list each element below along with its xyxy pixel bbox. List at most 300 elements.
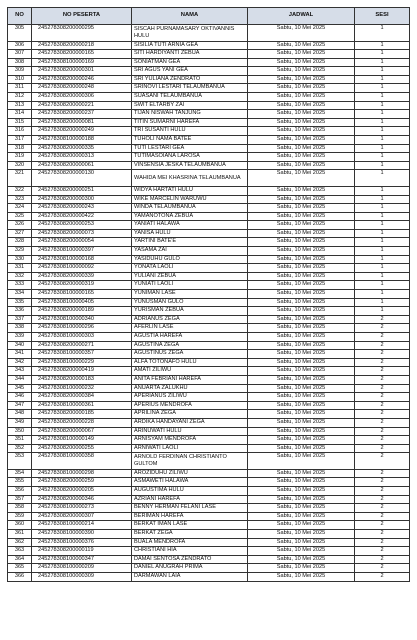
participant-name: AZRIANI HAREFA (132, 495, 248, 504)
table-row (8, 444, 410, 453)
row-number: 363 (8, 547, 32, 556)
schedule-date: Sabtu, 10 Mei 2025 (248, 221, 355, 230)
session-number: 2 (355, 341, 410, 350)
session-number: 1 (355, 93, 410, 102)
participant-name: YONATA LAOLI (132, 264, 248, 273)
table-row (8, 195, 410, 204)
row-number: 331 (8, 264, 32, 273)
row-number: 309 (8, 67, 32, 76)
row-number: 327 (8, 229, 32, 238)
table-row (8, 333, 410, 342)
schedule-date: Sabtu, 10 Mei 2025 (248, 453, 355, 470)
session-number: 1 (355, 238, 410, 247)
table-body (8, 25, 410, 582)
participant-number: 245278308200000221 (32, 101, 132, 110)
row-number: 339 (8, 333, 32, 342)
schedule-date: Sabtu, 10 Mei 2025 (248, 204, 355, 213)
session-number: 1 (355, 186, 410, 195)
session-number: 2 (355, 529, 410, 538)
participant-number: 245278308200000248 (32, 84, 132, 93)
participant-number: 245278308100000232 (32, 384, 132, 393)
participant-number: 245278308200000249 (32, 127, 132, 136)
participant-number: 245278308100000168 (32, 255, 132, 264)
participant-name: DANIEL ANUGRAH PRIMA (132, 564, 248, 573)
row-number: 332 (8, 272, 32, 281)
participant-name: ANUARTA ZALUKHU (132, 384, 248, 393)
table-row (8, 255, 410, 264)
schedule-date: Sabtu, 10 Mei 2025 (248, 512, 355, 521)
participant-name: YAMANOTONA ZEBUA (132, 212, 248, 221)
schedule-date: Sabtu, 10 Mei 2025 (248, 212, 355, 221)
schedule-date: Sabtu, 10 Mei 2025 (248, 341, 355, 350)
session-number: 1 (355, 136, 410, 145)
session-number: 2 (355, 418, 410, 427)
participant-name: TIJAN NISWAH TANJUNG (132, 110, 248, 119)
session-number: 1 (355, 212, 410, 221)
schedule-date: Sabtu, 10 Mei 2025 (248, 110, 355, 119)
schedule-date: Sabtu, 10 Mei 2025 (248, 375, 355, 384)
schedule-date: Sabtu, 10 Mei 2025 (248, 572, 355, 581)
participant-name: APERIUS MENDROFA (132, 401, 248, 410)
row-number: 310 (8, 75, 32, 84)
session-number: 2 (355, 547, 410, 556)
schedule-date: Sabtu, 10 Mei 2025 (248, 410, 355, 419)
session-number: 1 (355, 25, 410, 42)
row-number: 323 (8, 195, 32, 204)
row-number: 349 (8, 418, 32, 427)
table-row (8, 127, 410, 136)
participant-name: SRI YULIANA ZENDRATO (132, 75, 248, 84)
participant-number: 245278308200000183 (32, 375, 132, 384)
session-number: 2 (355, 367, 410, 376)
table-row (8, 393, 410, 402)
participant-name: TITIN SUMARNI HAREFA (132, 118, 248, 127)
table-row (8, 67, 410, 76)
table-row (8, 418, 410, 427)
row-number: 365 (8, 564, 32, 573)
session-number: 1 (355, 144, 410, 153)
table-row (8, 281, 410, 290)
schedule-date: Sabtu, 10 Mei 2025 (248, 418, 355, 427)
row-number: 341 (8, 350, 32, 359)
session-number: 1 (355, 67, 410, 76)
participant-number: 245278308100000405 (32, 298, 132, 307)
participant-number: 245278308200000295 (32, 25, 132, 42)
session-number: 1 (355, 221, 410, 230)
participant-name: ARNISYAM MENDROFA (132, 436, 248, 445)
session-number: 2 (355, 564, 410, 573)
participant-number: 245278308200000228 (32, 418, 132, 427)
participant-number: 245278308200000237 (32, 110, 132, 119)
table-header-row (8, 8, 410, 25)
participant-number: 245278308200000251 (32, 186, 132, 195)
session-number: 2 (355, 504, 410, 513)
schedule-date: Sabtu, 10 Mei 2025 (248, 101, 355, 110)
row-number: 324 (8, 204, 32, 213)
session-number: 1 (355, 170, 410, 187)
table-row (8, 307, 410, 316)
participant-name: YUNIATI LAOLI (132, 281, 248, 290)
participant-number: 245278308100000357 (32, 350, 132, 359)
table-row (8, 453, 410, 470)
participant-name: AFERLIN LASE (132, 324, 248, 333)
participant-number: 245278308200000054 (32, 238, 132, 247)
schedule-date: Sabtu, 10 Mei 2025 (248, 367, 355, 376)
schedule-date: Sabtu, 10 Mei 2025 (248, 324, 355, 333)
participant-name: ARINUWATI HULU (132, 427, 248, 436)
row-number: 351 (8, 436, 32, 445)
session-number: 1 (355, 110, 410, 119)
schedule-date: Sabtu, 10 Mei 2025 (248, 504, 355, 513)
participant-name: SWIT ELTARBY ZAI (132, 101, 248, 110)
participant-name: WIKE MARCELIN WARUWU (132, 195, 248, 204)
session-number: 1 (355, 153, 410, 162)
schedule-date: Sabtu, 10 Mei 2025 (248, 272, 355, 281)
participant-number: 245278308200000246 (32, 75, 132, 84)
row-number: 335 (8, 298, 32, 307)
participant-number: 245278308200000165 (32, 50, 132, 59)
schedule-date: Sabtu, 10 Mei 2025 (248, 255, 355, 264)
session-number: 2 (355, 333, 410, 342)
row-number: 364 (8, 555, 32, 564)
table-row (8, 384, 410, 393)
row-number: 347 (8, 401, 32, 410)
participant-name: ADRIANUS ZEGA (132, 315, 248, 324)
participant-number: 245278308200000189 (32, 307, 132, 316)
row-number: 306 (8, 41, 32, 50)
schedule-date: Sabtu, 10 Mei 2025 (248, 333, 355, 342)
table-row (8, 436, 410, 445)
row-number: 314 (8, 110, 32, 119)
participant-name: VINSENSIA JESKA TELAUMBANUA (132, 161, 248, 170)
participant-number: 245278308200000419 (32, 367, 132, 376)
row-number: 305 (8, 25, 32, 42)
session-number: 2 (355, 427, 410, 436)
participant-number: 245278308100000347 (32, 555, 132, 564)
participant-number: 245278308100000376 (32, 538, 132, 547)
table-row (8, 512, 410, 521)
session-number: 2 (355, 410, 410, 419)
row-number: 326 (8, 221, 32, 230)
participant-name: DAMAI SENTOSA ZENDRATO (132, 555, 248, 564)
schedule-date: Sabtu, 10 Mei 2025 (248, 144, 355, 153)
participant-name: BERKAT IMAN LASE (132, 521, 248, 530)
row-number: 337 (8, 315, 32, 324)
session-number: 2 (355, 358, 410, 367)
schedule-date: Sabtu, 10 Mei 2025 (248, 469, 355, 478)
schedule-date: Sabtu, 10 Mei 2025 (248, 136, 355, 145)
participant-name: AGUSTINUS ZEGA (132, 350, 248, 359)
schedule-date: Sabtu, 10 Mei 2025 (248, 436, 355, 445)
participant-schedule-table (7, 7, 410, 582)
row-number: 345 (8, 384, 32, 393)
table-row (8, 212, 410, 221)
session-number: 1 (355, 307, 410, 316)
row-number: 338 (8, 324, 32, 333)
participant-name: BUALA MENDROFA (132, 538, 248, 547)
session-number: 1 (355, 272, 410, 281)
row-number: 366 (8, 572, 32, 581)
session-number: 2 (355, 393, 410, 402)
session-number: 1 (355, 161, 410, 170)
session-number: 1 (355, 75, 410, 84)
participant-number: 245278308100000390 (32, 529, 132, 538)
table-row (8, 58, 410, 67)
schedule-date: Sabtu, 10 Mei 2025 (248, 127, 355, 136)
row-number: 358 (8, 504, 32, 513)
session-number: 2 (355, 555, 410, 564)
row-number: 360 (8, 521, 32, 530)
schedule-date: Sabtu, 10 Mei 2025 (248, 555, 355, 564)
participant-name: AMATI ZILIWU (132, 367, 248, 376)
table-row (8, 478, 410, 487)
schedule-date: Sabtu, 10 Mei 2025 (248, 529, 355, 538)
schedule-date: Sabtu, 10 Mei 2025 (248, 153, 355, 162)
participant-number: 245278308200000253 (32, 221, 132, 230)
participant-number: 245278308100000209 (32, 564, 132, 573)
participant-number: 245278308200000335 (32, 144, 132, 153)
schedule-date: Sabtu, 10 Mei 2025 (248, 298, 355, 307)
session-number: 2 (355, 512, 410, 521)
table-row (8, 350, 410, 359)
table-row (8, 229, 410, 238)
row-number: 321 (8, 170, 32, 187)
schedule-date: Sabtu, 10 Mei 2025 (248, 315, 355, 324)
participant-number: 245278308200000313 (32, 153, 132, 162)
table-row (8, 521, 410, 530)
schedule-date: Sabtu, 10 Mei 2025 (248, 229, 355, 238)
participant-number: 245278308100000149 (32, 436, 132, 445)
row-number: 355 (8, 478, 32, 487)
schedule-date: Sabtu, 10 Mei 2025 (248, 118, 355, 127)
participant-name: CHRISTIANI HIA (132, 547, 248, 556)
table-row (8, 84, 410, 93)
row-number: 312 (8, 93, 32, 102)
participant-name: APRILINA ZEGA (132, 410, 248, 419)
participant-number: 245278308200000271 (32, 341, 132, 350)
session-number: 2 (355, 478, 410, 487)
row-number: 333 (8, 281, 32, 290)
schedule-date: Sabtu, 10 Mei 2025 (248, 564, 355, 573)
session-number: 2 (355, 384, 410, 393)
table-row (8, 247, 410, 256)
participant-number: 245278308200000130 (32, 170, 132, 187)
participant-name: AROZIDUHU ZILIWU (132, 469, 248, 478)
table-row (8, 555, 410, 564)
schedule-date: Sabtu, 10 Mei 2025 (248, 247, 355, 256)
session-number: 2 (355, 572, 410, 581)
schedule-date: Sabtu, 10 Mei 2025 (248, 238, 355, 247)
table-row (8, 572, 410, 581)
session-number: 1 (355, 281, 410, 290)
header-jadwal: JADWAL (248, 8, 355, 25)
participant-name: AGUSTIA HAREFA (132, 333, 248, 342)
table-row (8, 238, 410, 247)
row-number: 343 (8, 367, 32, 376)
table-row (8, 186, 410, 195)
row-number: 322 (8, 186, 32, 195)
table-row (8, 221, 410, 230)
session-number: 1 (355, 298, 410, 307)
session-number: 1 (355, 118, 410, 127)
participant-name: BERKAT ZEGA (132, 529, 248, 538)
schedule-date: Sabtu, 10 Mei 2025 (248, 67, 355, 76)
session-number: 1 (355, 229, 410, 238)
row-number: 313 (8, 101, 32, 110)
table-row (8, 367, 410, 376)
participant-number: 245278308200000067 (32, 427, 132, 436)
participant-name: ALFA TOTONAFO HULU (132, 358, 248, 367)
schedule-date: Sabtu, 10 Mei 2025 (248, 186, 355, 195)
schedule-date: Sabtu, 10 Mei 2025 (248, 384, 355, 393)
row-number: 342 (8, 358, 32, 367)
table-row (8, 25, 410, 42)
schedule-date: Sabtu, 10 Mei 2025 (248, 358, 355, 367)
header-no: NO (8, 8, 32, 25)
participant-number: 245278308100000092 (32, 264, 132, 273)
row-number: 334 (8, 290, 32, 299)
table-row (8, 93, 410, 102)
row-number: 319 (8, 153, 32, 162)
participant-number: 245278308200000259 (32, 478, 132, 487)
participant-number: 245278308100000188 (32, 136, 132, 145)
participant-name: SISILIA TUTI ARNIA GEA (132, 41, 248, 50)
participant-name: SISCAH PURNAMASARY OKTIVANNIS HULU (132, 25, 248, 42)
row-number: 362 (8, 538, 32, 547)
table-row (8, 315, 410, 324)
session-number: 2 (355, 401, 410, 410)
session-number: 2 (355, 487, 410, 496)
table-row (8, 427, 410, 436)
participant-name: TUTIMASOIANA LAROSA (132, 153, 248, 162)
row-number: 330 (8, 255, 32, 264)
schedule-date: Sabtu, 10 Mei 2025 (248, 170, 355, 187)
header-sesi: SESI (355, 8, 410, 25)
participant-number: 245278308200000185 (32, 410, 132, 419)
participant-name: APERIANUS ZILIWU (132, 393, 248, 402)
row-number: 350 (8, 427, 32, 436)
schedule-date: Sabtu, 10 Mei 2025 (248, 478, 355, 487)
participant-number: 245278308100000214 (32, 521, 132, 530)
participant-number: 245278308200000300 (32, 195, 132, 204)
participant-number: 245278308100000298 (32, 469, 132, 478)
row-number: 311 (8, 84, 32, 93)
row-number: 348 (8, 410, 32, 419)
row-number: 317 (8, 136, 32, 145)
table-row (8, 41, 410, 50)
table-row (8, 375, 410, 384)
row-number: 329 (8, 247, 32, 256)
row-number: 353 (8, 453, 32, 470)
participant-number: 245278308200000205 (32, 487, 132, 496)
table-row (8, 324, 410, 333)
session-number: 1 (355, 127, 410, 136)
participant-name: SUASANI TELAUMBANUA (132, 93, 248, 102)
schedule-date: Sabtu, 10 Mei 2025 (248, 444, 355, 453)
row-number: 346 (8, 393, 32, 402)
table-row (8, 144, 410, 153)
table-row (8, 401, 410, 410)
session-number: 1 (355, 84, 410, 93)
session-number: 2 (355, 521, 410, 530)
table-row (8, 547, 410, 556)
table-row (8, 410, 410, 419)
participant-name: SRI AGUS YANI GEA (132, 67, 248, 76)
table-row (8, 298, 410, 307)
session-number: 1 (355, 41, 410, 50)
participant-number: 245278308200000306 (32, 93, 132, 102)
session-number: 1 (355, 264, 410, 273)
table-row (8, 153, 410, 162)
table-row (8, 264, 410, 273)
participant-number: 245278308200000061 (32, 161, 132, 170)
row-number: 336 (8, 307, 32, 316)
schedule-date: Sabtu, 10 Mei 2025 (248, 393, 355, 402)
row-number: 328 (8, 238, 32, 247)
schedule-date: Sabtu, 10 Mei 2025 (248, 281, 355, 290)
table-row (8, 170, 410, 187)
schedule-date: Sabtu, 10 Mei 2025 (248, 495, 355, 504)
session-number: 2 (355, 315, 410, 324)
row-number: 325 (8, 212, 32, 221)
participant-name: WIDYA HARTATI HULU (132, 186, 248, 195)
participant-name: BENNY HERMAN FELANI LASE (132, 504, 248, 513)
schedule-date: Sabtu, 10 Mei 2025 (248, 93, 355, 102)
participant-name: AUGUSTIMA HULU (132, 487, 248, 496)
row-number: 344 (8, 375, 32, 384)
participant-number: 245278308200000073 (32, 229, 132, 238)
participant-number: 245278308200000307 (32, 512, 132, 521)
row-number: 356 (8, 487, 32, 496)
table-row (8, 75, 410, 84)
participant-name: SRINOVI LESTARI TELAUMBANUA (132, 84, 248, 93)
session-number: 2 (355, 350, 410, 359)
participant-number: 245278308100000165 (32, 290, 132, 299)
schedule-date: Sabtu, 10 Mei 2025 (248, 264, 355, 273)
table-row (8, 469, 410, 478)
row-number: 308 (8, 58, 32, 67)
participant-name: YURISMAN ZEBUA (132, 307, 248, 316)
participant-name: YUNIMAN LASE (132, 290, 248, 299)
session-number: 2 (355, 538, 410, 547)
session-number: 1 (355, 247, 410, 256)
session-number: 1 (355, 255, 410, 264)
session-number: 2 (355, 444, 410, 453)
participant-number: 245278308200000346 (32, 495, 132, 504)
session-number: 1 (355, 290, 410, 299)
row-number: 361 (8, 529, 32, 538)
table-row (8, 101, 410, 110)
session-number: 2 (355, 469, 410, 478)
schedule-date: Sabtu, 10 Mei 2025 (248, 75, 355, 84)
participant-name: BERIMAN HAREFA (132, 512, 248, 521)
table-row (8, 118, 410, 127)
table-row (8, 110, 410, 119)
schedule-date: Sabtu, 10 Mei 2025 (248, 50, 355, 59)
row-number: 354 (8, 469, 32, 478)
table-row (8, 341, 410, 350)
schedule-date: Sabtu, 10 Mei 2025 (248, 25, 355, 42)
table-row (8, 487, 410, 496)
header-no-peserta: NO PESERTA (32, 8, 132, 25)
session-number: 2 (355, 495, 410, 504)
participant-name: YANIATI HALAWA (132, 221, 248, 230)
participant-name: WINDA TELAUMBANUA (132, 204, 248, 213)
participant-number: 245278308200000119 (32, 547, 132, 556)
schedule-date: Sabtu, 10 Mei 2025 (248, 487, 355, 496)
participant-name: YULIANI ZEBUA (132, 272, 248, 281)
row-number: 315 (8, 118, 32, 127)
